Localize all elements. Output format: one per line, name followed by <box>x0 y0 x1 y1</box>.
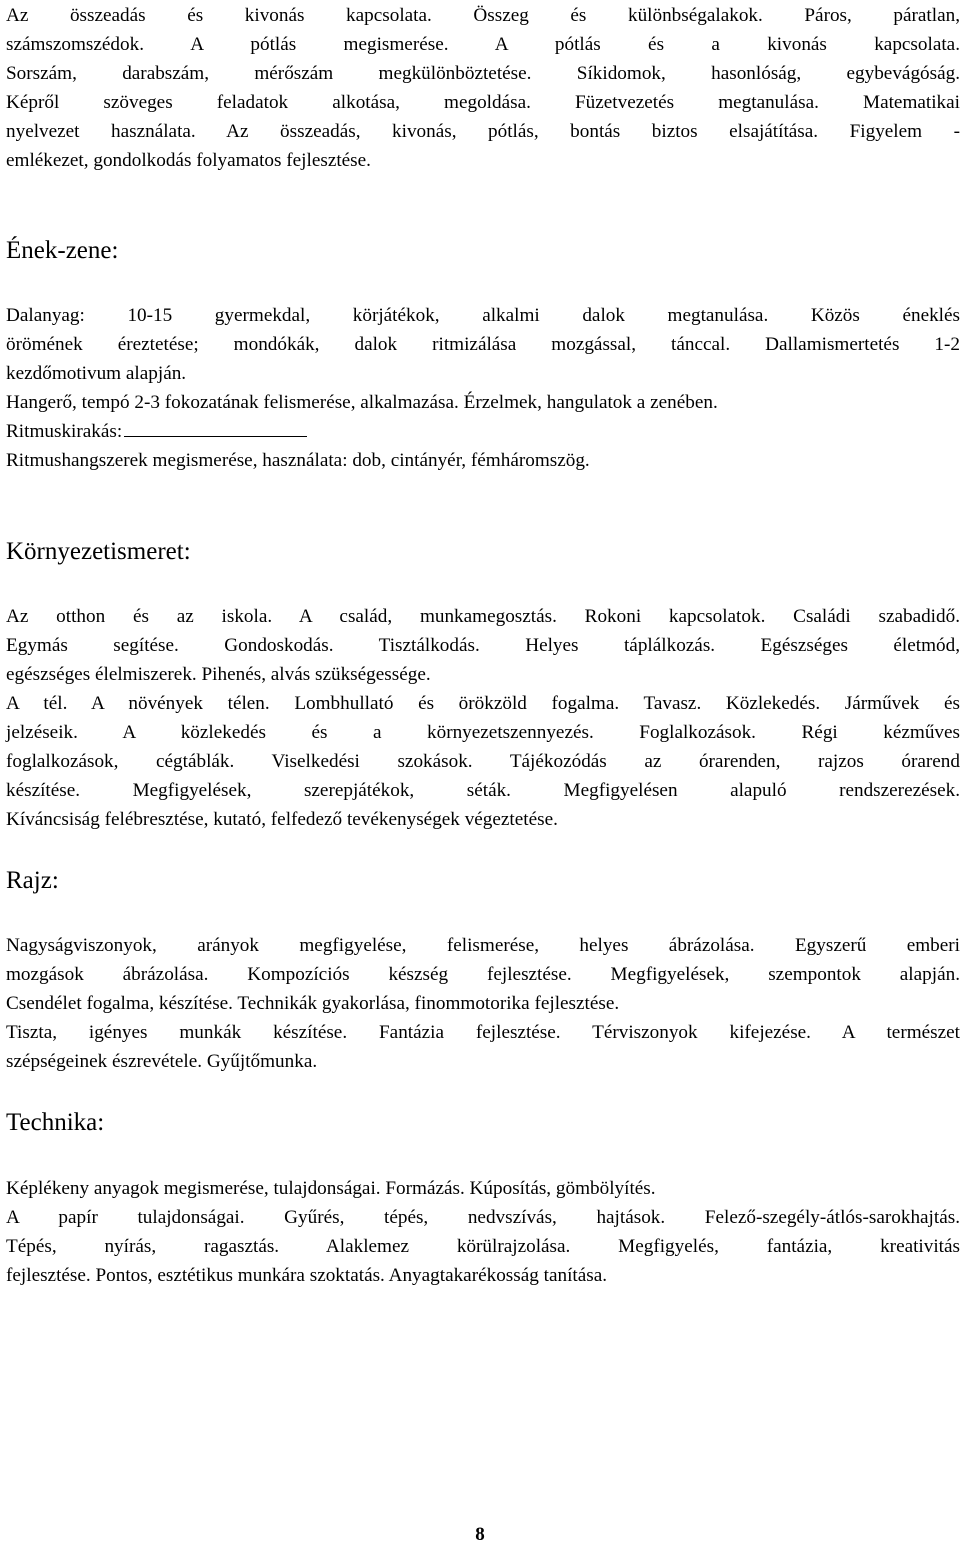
text-line: Az összeadás és kivonás kapcsolata. Összeg és különbségalakok. Páros, páratlan, <box>6 5 960 26</box>
text-line: Sorszám, darabszám, mérőszám megkülönböztetése. Síkidomok, hasonlóság, egybevágóság. <box>6 63 960 84</box>
text-line: örömének éreztetése; mondókák, dalok ritmizálása mozgással, tánccal. Dallamismertetés 1-2 <box>6 334 960 355</box>
text-line: foglalkozások, cégtáblák. Viselkedési szokások. Tájékozódás az órarenden, rajzos órarend <box>6 751 960 772</box>
text-line: emlékezet, gondolkodás folyamatos fejlesztése. <box>6 150 371 171</box>
ritmuskirakas-label: Ritmuskirakás: <box>6 421 123 442</box>
text-line: szépségeinek észrevétele. Gyűjtőmunka. <box>6 1051 318 1072</box>
text-line: Ritmushangszerek megismerése, használata: dob, cintányér, fémháromszög. <box>6 450 590 471</box>
text-line: A tél. A növények télen. Lombhullató és örökzöld fogalma. Tavasz. Közlekedés. Járművek és <box>6 693 960 714</box>
text-line: Hangerő, tempó 2-3 fokozatának felismerése, alkalmazása. Érzelmek, hangulatok a zenében. <box>6 392 718 413</box>
text-line: egészséges élelmiszerek. Pihenés, alvás szükségessége. <box>6 664 431 685</box>
text-line: Képről szöveges feladatok alkotása, megoldása. Füzetvezetés megtanulása. Matematikai <box>6 92 960 113</box>
text-line: Tépés, nyírás, ragasztás. Alaklemez körülrajzolása. Megfigyelés, fantázia, kreativitás <box>6 1236 960 1257</box>
text-line-with-blank <box>6 418 960 446</box>
text-line: Csendélet fogalma, készítése. Technikák gyakorlása, finommotorika fejlesztése. <box>6 993 620 1014</box>
text-line: jelzéseik. A közlekedés és a környezetszennyezés. Foglalkozások. Régi kézműves <box>6 722 960 743</box>
text-line: mozgások ábrázolása. Kompozíciós készség fejlesztése. Megfigyelések, szempontok alapján. <box>6 964 960 985</box>
text-line: Tiszta, igényes munkák készítése. Fantázia fejlesztése. Térviszonyok kifejezése. A természet <box>6 1022 960 1043</box>
text-line: Egymás segítése. Gondoskodás. Tisztálkodás. Helyes táplálkozás. Egészséges életmód, <box>6 635 960 656</box>
page-number: 8 <box>475 1524 485 1545</box>
text-line: Dalanyag: 10-15 gyermekdal, körjátékok, alkalmi dalok megtanulása. Közös éneklés <box>6 305 960 326</box>
text-line: fejlesztése. Pontos, esztétikus munkára szoktatás. Anyagtakarékosság tanítása. <box>6 1265 608 1286</box>
section-heading: Környezetismeret: <box>6 538 191 565</box>
section-heading: Rajz: <box>6 867 59 894</box>
text-line: készítése. Megfigyelések, szerepjátékok, séták. Megfigyelésen alapuló rendszerezések. <box>6 780 960 801</box>
text-line: A papír tulajdonságai. Gyűrés, tépés, nedvszívás, hajtások. Felező-szegély-átlós-sarokhajtás. <box>6 1207 960 1228</box>
text-line: Képlékeny anyagok megismerése, tulajdonságai. Formázás. Kúposítás, gömbölyítés. <box>6 1178 656 1199</box>
text-line: Nagyságviszonyok, arányok megfigyelése, felismerése, helyes ábrázolása. Egyszerű emberi <box>6 935 960 956</box>
section-heading: Technika: <box>6 1109 105 1136</box>
text-line: nyelvezet használata. Az összeadás, kivonás, pótlás, bontás biztos elsajátítása. Figyelem - <box>6 121 960 142</box>
fill-in-blank <box>124 422 307 437</box>
text-line: kezdőmotivum alapján. <box>6 363 187 384</box>
section-heading: Ének-zene: <box>6 237 119 264</box>
text-line: Az otthon és az iskola. A család, munkamegosztás. Rokoni kapcsolatok. Családi szabadidő. <box>6 606 960 627</box>
text-line: számszomszédok. A pótlás megismerése. A pótlás és a kivonás kapcsolata. <box>6 34 960 55</box>
text-line: Kíváncsiság felébresztése, kutató, felfedező tevékenységek végeztetése. <box>6 809 558 830</box>
